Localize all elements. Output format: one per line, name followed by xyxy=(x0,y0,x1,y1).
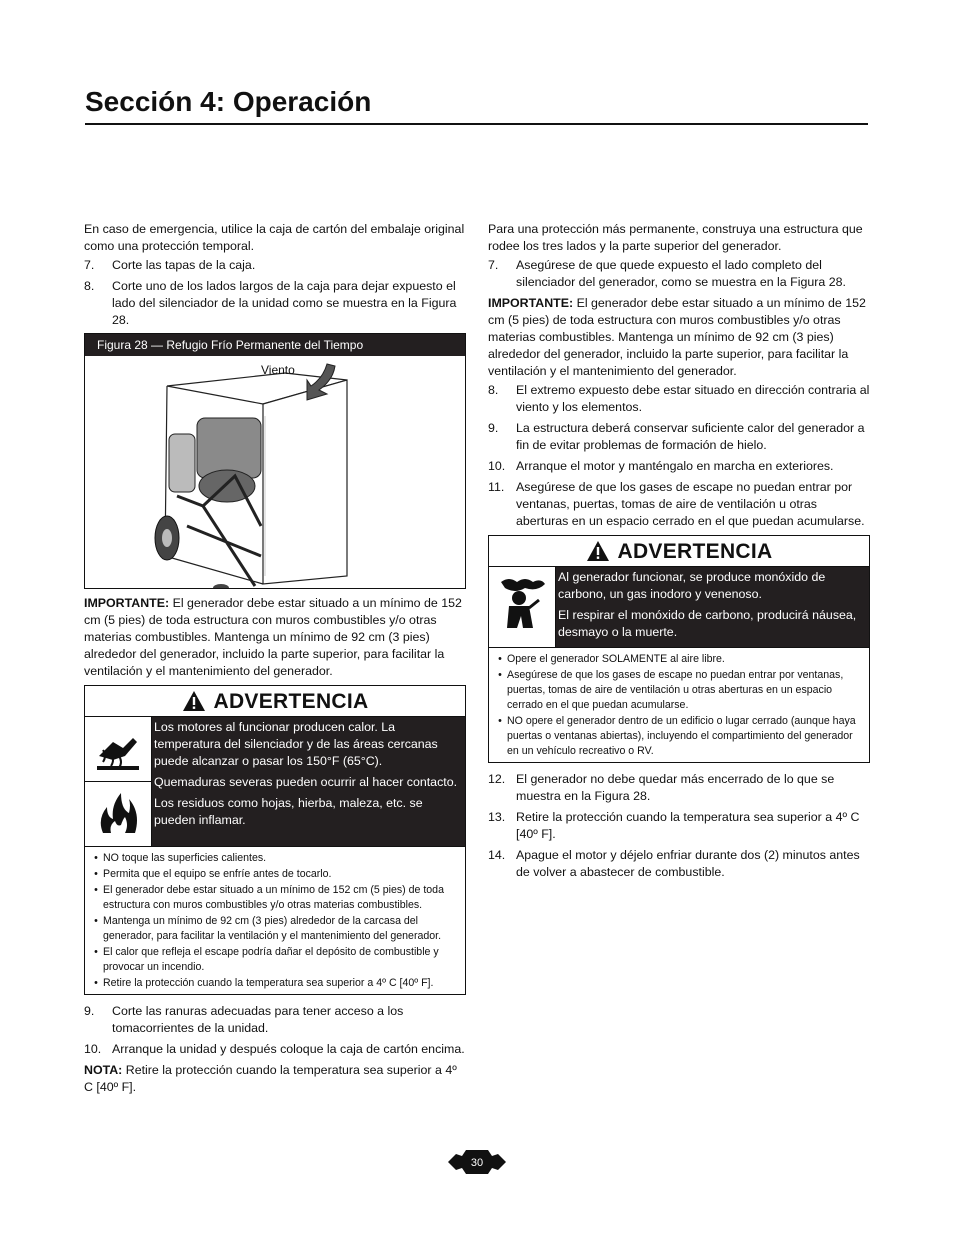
note-text: Retire la protección cuando la temperatura sea superior a 4º C [40º F]. xyxy=(84,1063,457,1094)
step-text: Corte las ranuras adecuadas para tener acceso a los tomacorrientes de la unidad. xyxy=(112,1004,404,1035)
figure-28 xyxy=(84,333,466,589)
page-number-shape xyxy=(448,1150,506,1174)
left-important xyxy=(84,595,466,680)
step-text: El generador no debe quedar más encerrado de lo que se muestra en la Figura 28. xyxy=(516,772,835,803)
step-number: 7. xyxy=(84,258,95,272)
step-text: Corte las tapas de la caja. xyxy=(112,258,256,272)
warning-message: El respirar el monóxido de carbono, producirá náusea, desmayo o la muerte. xyxy=(558,608,857,639)
left-step xyxy=(84,1003,466,1037)
title-divider xyxy=(85,123,868,125)
left-step xyxy=(84,257,466,274)
right-step xyxy=(488,479,870,530)
warning-bullet: • NO toque las superficies calientes. xyxy=(94,852,267,864)
hot-surface-icon-box xyxy=(85,717,151,782)
step-text: Arranque la unidad y después coloque la caja de cartón encima. xyxy=(112,1042,465,1056)
step-number: 12. xyxy=(488,772,506,786)
warning-bullets xyxy=(85,846,465,994)
warning-header xyxy=(489,536,869,567)
warning-header xyxy=(85,686,465,717)
warning-message: Los residuos como hojas, hierba, maleza, etc. se pueden inflamar. xyxy=(154,796,423,827)
important-label: IMPORTANTE: xyxy=(488,296,574,310)
important-label: IMPORTANTE: xyxy=(84,596,170,610)
warning-triangle-icon xyxy=(586,540,610,562)
warning-bullet: • Permita que el equipo se enfríe antes de tocarlo. xyxy=(94,868,332,880)
warning-title: ADVERTENCIA xyxy=(617,539,773,563)
page-number: 30 xyxy=(470,1157,484,1169)
step-text: El extremo expuesto debe estar situado en dirección contraria al viento y los elementos. xyxy=(516,383,870,414)
hot-surface-icon xyxy=(93,726,143,772)
left-warning-box xyxy=(84,685,466,995)
right-warning-box xyxy=(488,535,870,763)
left-intro: En caso de emergencia, utilice la caja de cartón del embalaje original como una protección temporal. xyxy=(84,222,465,253)
warning-bullet: • Opere el generador SOLAMENTE al aire libre. xyxy=(498,653,725,665)
warning-messages xyxy=(152,717,465,846)
step-number: 8. xyxy=(488,383,499,397)
step-text: Apague el motor y déjelo enfriar durante dos (2) minutos antes de volver a abastecer de combustible. xyxy=(516,848,860,879)
fire-icon xyxy=(93,789,143,839)
right-important xyxy=(488,295,870,380)
figure-illustration xyxy=(85,356,465,588)
warning-icons xyxy=(489,567,556,647)
warning-bullet: • El calor que refleja el escape podría dañar el depósito de combustible y provocar un incendio. xyxy=(94,946,439,973)
page-title: Sección 4: Operación xyxy=(85,86,372,117)
right-step xyxy=(488,847,870,881)
figure-wind-label: Viento xyxy=(261,363,295,377)
warning-bullets xyxy=(489,647,869,762)
figure-caption: Figura 28 — Refugio Frío Permanente del Tiempo xyxy=(85,334,465,356)
right-step xyxy=(488,420,870,454)
step-number: 7. xyxy=(488,258,499,272)
warning-message: Los motores al funcionar producen calor. La temperatura del silenciador y de las áreas cercanas puede alcanzar o pasar los 150°F (65°C). xyxy=(154,720,438,768)
warning-message: Quemaduras severas pueden ocurrir al hacer contacto. xyxy=(154,775,458,789)
step-text: Corte uno de los lados largos de la caja para dejar expuesto el lado del silenciador de la unidad como se muestra en la Figura 28. xyxy=(112,279,457,327)
note-label: NOTA: xyxy=(84,1063,123,1077)
step-text: Asegúrese de que los gases de escape no puedan entrar por ventanas, puertas, tomas de aire de ventilación u otras aberturas en un espacio cerrado en el que puedan acumularse. xyxy=(516,480,865,528)
warning-messages xyxy=(556,567,869,647)
important-text: El generador debe estar situado a un mínimo de 152 cm (5 pies) de toda estructura con muros combustibles y/o otras materias combustibles. Mantenga un mínimo de 92 cm (3 pies) alrededor del generador, incluido la parte superior, para facilitar la ventilación y el mantenimiento del generador. xyxy=(488,296,866,378)
warning-body xyxy=(85,717,465,846)
right-column xyxy=(488,221,870,885)
right-step xyxy=(488,771,870,805)
warning-body xyxy=(489,567,869,647)
warning-bullet: • Asegúrese de que los gases de escape no puedan entrar por ventanas, puertas, tomas de aire de ventilación u otras aberturas en un espacio cerrado en el que puedan acumularse. xyxy=(498,669,844,711)
warning-bullet: • Retire la protección cuando la temperatura sea superior a 4º C [40º F]. xyxy=(94,977,434,989)
page-number-badge xyxy=(448,1150,506,1174)
left-step xyxy=(84,1041,466,1058)
step-number: 9. xyxy=(84,1004,95,1018)
step-number: 10. xyxy=(84,1042,102,1056)
step-number: 13. xyxy=(488,810,506,824)
step-text: Retire la protección cuando la temperatura sea superior a 4º C [40º F]. xyxy=(516,810,860,841)
step-text: La estructura deberá conservar suficiente calor del generador a fin de evitar problemas de formación de hielo. xyxy=(516,421,865,452)
warning-triangle-icon xyxy=(182,690,206,712)
warning-title: ADVERTENCIA xyxy=(213,689,369,713)
step-number: 9. xyxy=(488,421,499,435)
step-number: 10. xyxy=(488,459,506,473)
warning-bullet: • Mantenga un mínimo de 92 cm (3 pies) alrededor de la carcasa del generador, para facilitar la ventilación y el mantenimiento del generador. xyxy=(94,915,442,942)
step-text: Arranque el motor y manténgalo en marcha en exteriores. xyxy=(516,459,834,473)
step-number: 8. xyxy=(84,279,95,293)
fire-icon-box xyxy=(85,782,151,846)
right-step xyxy=(488,458,870,475)
left-note xyxy=(84,1062,466,1096)
warning-message: Al generador funcionar, se produce monóxido de carbono, un gas inodoro y venenoso. xyxy=(558,570,826,601)
right-step xyxy=(488,382,870,416)
right-step xyxy=(488,257,870,291)
right-step xyxy=(488,809,870,843)
warning-bullet: • NO opere el generador dentro de un edificio o lugar cerrado (aunque haya puertas o ventanas abiertas), incluyendo el compartimiento del generador en un vehículo recreativo o RV. xyxy=(498,715,856,757)
toxic-fumes-icon xyxy=(495,574,549,634)
step-text: Asegúrese de que quede expuesto el lado completo del silenciador del generador, como se muestra en la Figura 28. xyxy=(516,258,846,289)
important-text: El generador debe estar situado a un mínimo de 152 cm (5 pies) de toda estructura con muros combustibles y/o otras materias combustibles. Mantenga un mínimo de 92 cm (3 pies) alrededor del generador, incluido la parte superior, para facilitar la ventilación y el mantenimiento del generador. xyxy=(84,596,462,678)
step-number: 14. xyxy=(488,848,506,862)
warning-icons xyxy=(85,717,152,846)
left-column xyxy=(84,221,466,1098)
step-number: 11. xyxy=(488,480,505,494)
warning-bullet: • El generador debe estar situado a un mínimo de 152 cm (5 pies) de toda estructura con muros combustibles y/o otras materias combustibles. xyxy=(94,884,444,911)
right-intro: Para una protección más permanente, construya una estructura que rodee los tres lados y la parte superior del generador. xyxy=(488,222,863,253)
generator-shelter-illustration xyxy=(85,356,465,588)
left-step xyxy=(84,278,466,329)
toxic-fumes-icon-box xyxy=(489,567,555,641)
